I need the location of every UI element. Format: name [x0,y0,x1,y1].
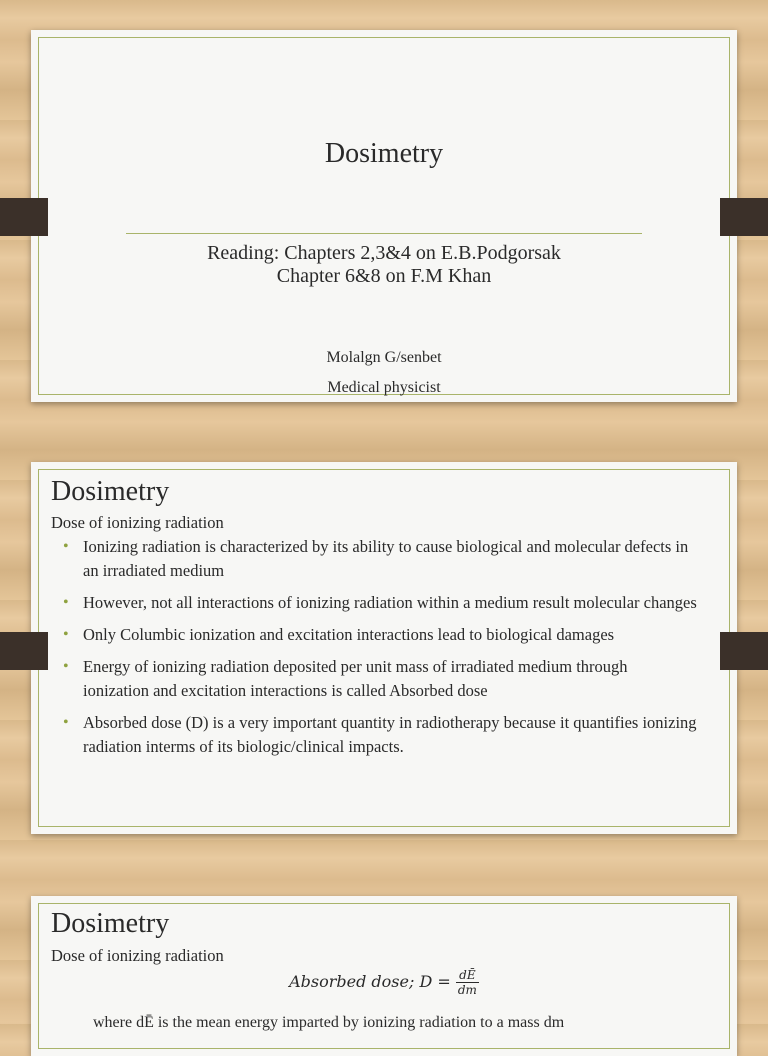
slide-tab-left [0,198,48,236]
bullet-text: Energy of ionizing radiation deposited per unit mass of irradiated medium through ionization and excitation interactions is called Absorbed dose [83,657,628,700]
slide-tab-right [720,632,768,670]
formula-explanation: where dĒ is the mean energy imparted by ionizing radiation to a mass dm [93,1014,565,1031]
slide-subheading: Dose of ionizing radiation [51,513,224,532]
author-name: Molalgn G/senbet [326,349,442,366]
formula-slide[interactable] [31,896,737,1056]
slide-heading: Dosimetry [51,476,170,507]
list-item [61,711,697,759]
list-item [61,535,697,583]
bullet-icon: • [63,594,69,611]
reading-line-2: Chapter 6&8 on F.M Khan [276,265,492,287]
title-slide[interactable] [31,30,737,402]
formula-lhs: Absorbed dose; D = [289,972,456,991]
slide-subheading: Dose of ionizing radiation [51,946,224,965]
author-role: Medical physicist [327,379,441,396]
formula-denominator: dm [457,983,477,997]
absorbed-dose-formula [31,968,737,997]
list-item [61,655,697,703]
bullet-text: However, not all interactions of ionizing radiation within a medium result molecular changes [83,593,697,612]
formula-fraction [456,968,479,997]
reading-text [31,242,737,288]
slide-tab-left [0,632,48,670]
bullet-icon: • [63,626,69,643]
list-item [61,623,697,647]
bullet-icon: • [63,538,69,555]
slide-heading: Dosimetry [51,908,170,939]
slide-tab-right [720,198,768,236]
slide-title: Dosimetry [324,138,444,169]
bullet-icon: • [63,714,69,731]
reading-line-1: Reading: Chapters 2,3&4 on E.B.Podgorsak [207,242,561,264]
author-block [31,343,737,403]
formula-numerator: dĒ [456,968,479,983]
content-slide[interactable] [31,462,737,834]
slide-frame [38,37,730,395]
bullet-icon: • [63,658,69,675]
title-divider [126,233,642,234]
bullet-text: Absorbed dose (D) is a very important quantity in radiotherapy because it quantifies ionizing radiation interms of its biologic/clinical impacts. [83,713,697,756]
list-item [61,591,697,615]
bullet-text: Only Columbic ionization and excitation interactions lead to biological damages [83,625,615,644]
bullet-text: Ionizing radiation is characterized by its ability to cause biological and molecular defects in an irradiated medium [83,537,689,580]
bullet-list [61,535,697,767]
